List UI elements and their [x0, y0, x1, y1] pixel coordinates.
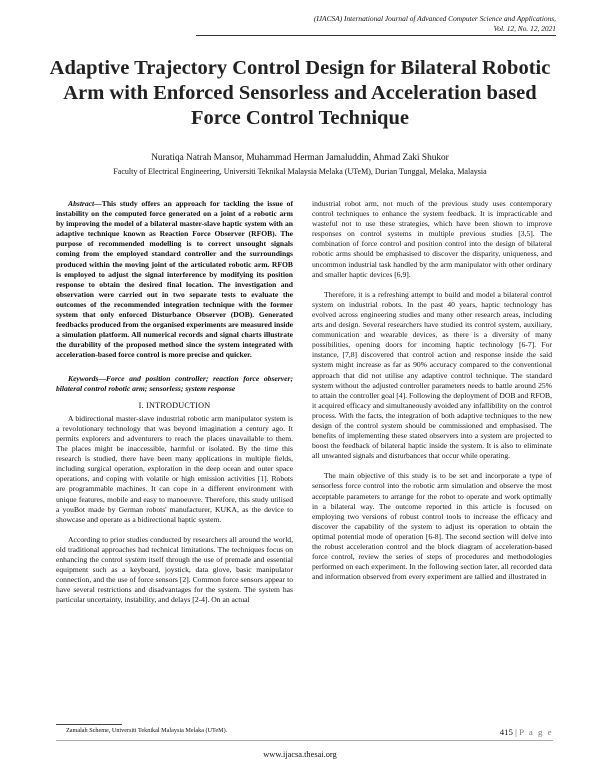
intro-paragraph-2: According to prior studies conducted by researchers all around the world, old traditional approaches had technical limitations. The techniques focus on enhancing the control system itself through the use of premade and essential equipment such as a keyboard, joystick, data glove, basic manipulator connection, and the use of force sensors [2]. Common force sensors appear to have several restrictions and disadvantages for the system. The system has particular uncertainty, instability, and delays [2-4]. On an actual — [56, 534, 293, 605]
footnote: Zamalah Scheme, Universiti Teknikal Malaysia Melaka (UTeM). — [66, 727, 228, 734]
journal-website: www.ijacsa.thesai.org — [263, 750, 337, 759]
paper-title: Adaptive Trajectory Control Design for Bilateral Robotic Arm with Enforced Sensorless and Acceleration based Force Control Technique — [49, 57, 551, 129]
journal-name: (IJACSA) International Journal of Advanced Computer Science and Applications, — [313, 14, 556, 23]
keywords-text: Force and position controller; reaction force observer; bilateral control robotic arm; sensorless; system response — [56, 373, 293, 393]
left-column — [56, 199, 293, 605]
keywords — [56, 374, 293, 394]
abstract-label: Abstract— — [68, 199, 102, 208]
abstract — [56, 199, 293, 361]
body-paragraph-2: Therefore, it is a refreshing attempt to build and model a bilateral control system on industrial robots. In the past 40 years, haptic technology has evolved across engineering studies and many other research areas, including arts and design. Several researchers have studied its control system, auxiliary, communication and wearable devices, as there is a diversity of many possibilities, opening doors for incoming haptic technology [6-7]. For instance, [7,8] discovered that control action and response inside the said system might increase as far as 90% accuracy compared to the conventional approach that did not utilise any adaptive control technique. The standard system without the adjusted controller parameters needs to battle around 25% to attain the controller goal [4]. Following the deployment of DOB and RFOB, it acquired efficacy and simultaneously avoided any infallibility on the control process. With the facts, the integration of both adaptive techniques to the new design of the control system should be commissioned and emphasised. The benefits of implementing these stated observers into a system are projected to boost the feedback of bilateral haptic inside the system. It is also to eliminate all unwanted signals and disturbances that occur while operating. — [312, 289, 552, 461]
page-separator: | — [515, 727, 517, 737]
page-number-value: 415 — [499, 727, 513, 737]
journal-volume: Vol. 12, No. 12, 2021 — [493, 23, 556, 33]
header-rule — [196, 35, 556, 36]
abstract-text: This study offers an approach for tackling the issue of instability on the computed force generated on a joint of a robotic arm by improving the model of a bilateral master-slave haptic system with an adaptive technique known as Reaction Force Observer (RFOB). The purpose of recommended modelling is to correct unsought signals coming from the employed standard controller and the surroundings produced within the moving joint of the articulated robotic arm. RFOB is employed to adjust the signal interference by modifying its position response to obtain the desired final location. The investigation and observation were carried out in two separate tests to evaluate the outcomes of the recommended integration technique with the former system that only enforced Disturbance Observer (DOB). Generated feedbacks produced from the organised experiments are measured inside a simulation platform. All numerical records and signal charts illustrate the durability of the proposed method since the system integrated with acceleration-based force control is more precise and quicker. — [56, 199, 293, 360]
affiliation: Faculty of Electrical Engineering, Universiti Teknikal Malaysia Melaka (UTeM), Durian Tunggal, Melaka, Malaysia — [113, 167, 487, 176]
right-column — [312, 199, 552, 582]
body-paragraph-continued: industrial robot arm, not much of the previous study uses contemporary control techniques to enhance the system feedback. It is impracticable and wasteful not to use these strategies, which have been shown to improve responses on control systems in multiple previous studies [3,5]. The combination of force control and position control into the design of bilateral robotic arms should be emphasised to discover the disparity, uniqueness, and uncommon industrial task handled by the arm manipulator with other ordinary and smaller haptic devices [6,9]. — [312, 199, 552, 279]
footer-rule — [56, 740, 553, 741]
intro-paragraph-1: A bidirectional master-slave industrial robotic arm manipulator system is a revolutionary technology that was beyond imagination a century ago. It permits explorers and adventurers to reach the places unavailable to them. The places might be inaccessible, harmful or isolated. By the time this research is studied, there have been many applications in multiple fields, including surgical operation, exploration in the deep ocean and outer space operations, and coping with volatile or high emission activities [1]. Robots are programmable machines. It can cope in a different environment with unique features, mobile and easy to manoeuvre. Therefore, this study utilised a youBot made by German robots' manufacturer, KUKA, as the device to showcase and operate as a bidirectional haptic system. — [56, 413, 293, 524]
author-list: Nuratiqa Natrah Mansor, Muhammad Herman Jamaluddin, Ahmad Zaki Shukor — [151, 153, 449, 163]
running-head — [196, 14, 556, 36]
section-heading-introduction: I. INTRODUCTION — [138, 400, 211, 410]
body-paragraph-3: The main objective of this study is to be set and incorporate a type of sensorless force control into the robotic arm simulation and observe the most acceptable parameters to arrange for the robot to operate and work optimally in a bilateral way. The outcome reported in this article is focused on employing two versions of robust control tools to increase the efficacy and discover the capability of the system to adjust its operation to obtain the optimal potential mode of operation [6-8]. The second section will delve into the robust acceleration control and the block diagram of acceleration-based force control, review the series of steps of procedures and methodologies performed on each experiment. In the following section later, all recorded data and information observed from every experiment are tallied and illustrated in — [312, 471, 552, 582]
page-label: P a g e — [519, 727, 553, 737]
footnote-rule — [56, 724, 122, 725]
keywords-label: Keywords— — [68, 373, 106, 383]
page-number — [500, 727, 553, 738]
